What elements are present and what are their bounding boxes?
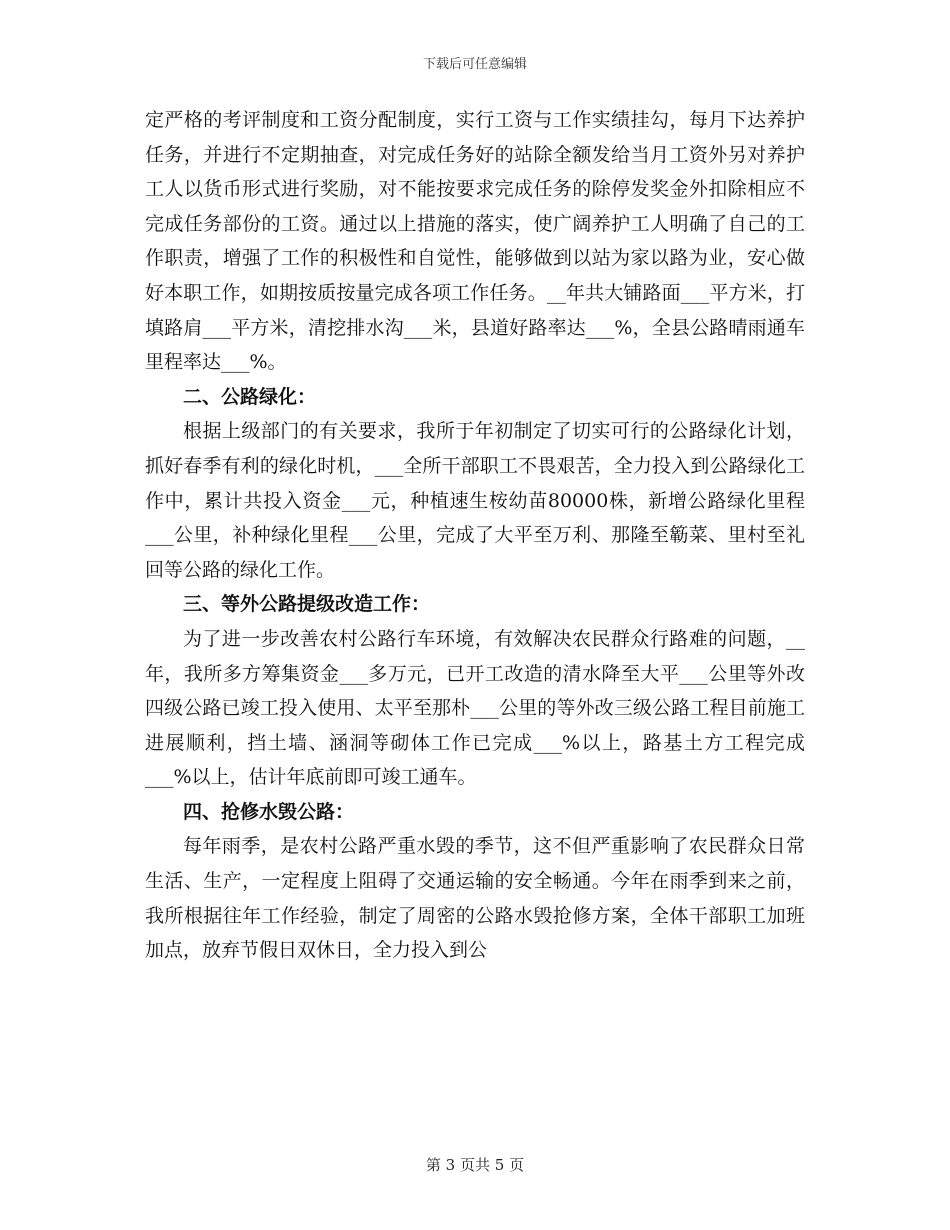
body-paragraph: 每年雨季，是农村公路严重水毁的季节，这不但严重影响了农民群众日常生活、生产，一定程度上阻碍了交通运输的安全畅通。今年在雨季到来之前，我所根据往年工作经验，制定了周密的公路水毁抢修方案，全体干部职工加班加点，放弃节假日双休日，全力投入到公 — [145, 835, 805, 962]
page-footer: 第 3 页共 5 页 — [425, 1156, 525, 1174]
section-heading: 四、抢修水毁公路： — [183, 800, 355, 823]
body-paragraph: 根据上级部门的有关要求，我所于年初制定了切实可行的公路绿化计划，抓好春季有利的绿化时机，___全所干部职工不畏艰苦，全力投入到公路绿化工作中，累计共投入资金___元，种植速生桉幼苗80000株，新增公路绿化里程___公里，补种绿化里程___公里，完成了大平至万利、那隆至簕菜、里村至礼回等公路的绿化工作。 — [145, 420, 805, 581]
section-heading: 三、等外公路提级改造工作： — [183, 593, 431, 616]
document-body — [145, 103, 805, 968]
page-header: 下载后可任意编辑 — [422, 57, 527, 72]
body-paragraph: 定严格的考评制度和工资分配制度，实行工资与工作实绩挂勾，每月下达养护任务，并进行不定期抽查，对完成任务好的站除全额发给当月工资外另对养护工人以货币形式进行奖励，对不能按要求完成任务的除停发奖金外扣除相应不完成任务部份的工资。通过以上措施的落实，使广阔养护工人明确了自己的工作职责，增强了工作的积极性和自觉性，能够做到以站为家以路为业，安心做好本职工作，如期按质按量完成各项工作任务。__年共大铺路面___平方米，打填路肩___平方米，清挖排水沟___米，县道好路率达___%，全县公路晴雨通车里程率达___%。 — [145, 109, 805, 374]
body-paragraph: 为了进一步改善农村公路行车环境，有效解决农民群众行路难的问题，__年，我所多方筹集资金___多万元，已开工改造的清水降至大平___公里等外改四级公路已竣工投入使用、太平至那朴___公里的等外改三级公路工程目前施工进展顺利，挡土墙、涵洞等砌体工作已完成___%以上，路基土方工程完成___%以上，估计年底前即可竣工通车。 — [145, 627, 805, 789]
section-heading: 二、公路绿化： — [183, 385, 317, 408]
